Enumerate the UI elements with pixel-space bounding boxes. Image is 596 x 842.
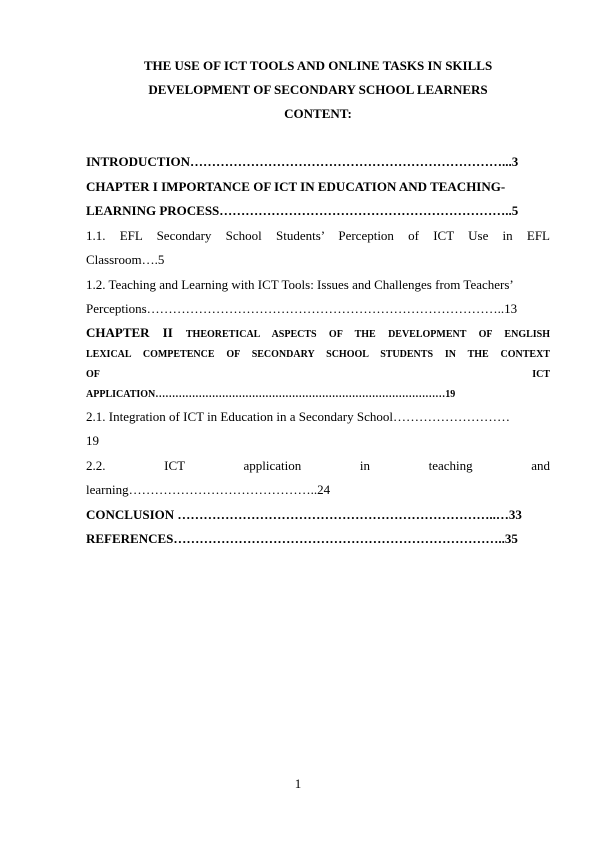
toc-item-2-2-word: and: [531, 457, 551, 473]
toc-item-2-2-line-1[interactable]: [86, 454, 550, 479]
toc-chapter-2-text-1: THEORETICAL ASPECTS OF THE DEVELOPMENT OF ENGLISH: [185, 328, 550, 340]
toc-chapter-2-of: OF: [86, 368, 100, 380]
toc-chapter-2-line-3[interactable]: [86, 365, 550, 385]
document-title: [86, 54, 550, 126]
toc-item-2-2-line-2[interactable]: learning……………………………………..24: [86, 482, 331, 497]
toc-chapter-2-prefix: CHAPTER II: [86, 324, 173, 340]
toc-item-1-1-line-1[interactable]: 1.1. EFL Secondary School Students’ Perception of ICT Use in EFL: [86, 227, 550, 243]
toc-chapter-2-line-4[interactable]: APPLICATION……………………………………………………………………………19: [86, 388, 456, 400]
toc-item-2-2-word: teaching: [428, 457, 473, 473]
toc-chapter-2-line-1[interactable]: [86, 322, 550, 345]
content-heading: CONTENT:: [284, 106, 352, 121]
toc-item-2-2-word: application: [243, 457, 302, 473]
toc-chapter-1-line-2[interactable]: LEARNING PROCESS…………………………………………………………..5: [86, 203, 519, 218]
toc-item-2-2-word: 2.2.: [86, 457, 106, 473]
table-of-contents: [86, 150, 550, 552]
toc-chapter-2-line-2[interactable]: LEXICAL COMPETENCE OF SECONDARY SCHOOL STUDENTS IN THE CONTEXT: [86, 348, 550, 360]
title-line-1: THE USE OF ICT TOOLS AND ONLINE TASKS IN SKILLS: [143, 58, 493, 73]
toc-item-2-1-line-2[interactable]: 19: [86, 433, 99, 448]
toc-chapter-1-line-1[interactable]: CHAPTER I IMPORTANCE OF ICT IN EDUCATION AND TEACHING-: [86, 178, 506, 194]
page-number: 1: [294, 776, 302, 791]
toc-item-2-1-line-1[interactable]: 2.1. Integration of ICT in Education in a Secondary School………………………: [86, 408, 510, 424]
toc-references[interactable]: REFERENCES…………………………………………………………………..35: [86, 531, 518, 546]
toc-conclusion[interactable]: CONCLUSION ………………………………………………………………..…33: [86, 506, 522, 522]
toc-item-1-2-line-1[interactable]: 1.2. Teaching and Learning with ICT Tools: Issues and Challenges from Teachers’: [86, 276, 514, 292]
title-line-2: DEVELOPMENT OF SECONDARY SCHOOL LEARNERS: [148, 82, 488, 97]
toc-item-2-2-word: ICT: [164, 457, 185, 473]
toc-item-1-2-line-2[interactable]: Perceptions………………………………………………………………………..13: [86, 301, 518, 316]
toc-introduction[interactable]: INTRODUCTION………………………………………………………………...3: [86, 154, 519, 169]
toc-chapter-2-ict: ICT: [532, 368, 550, 380]
toc-item-2-2-word: in: [359, 457, 370, 473]
toc-item-1-1-line-2[interactable]: Classroom….5: [86, 252, 165, 267]
